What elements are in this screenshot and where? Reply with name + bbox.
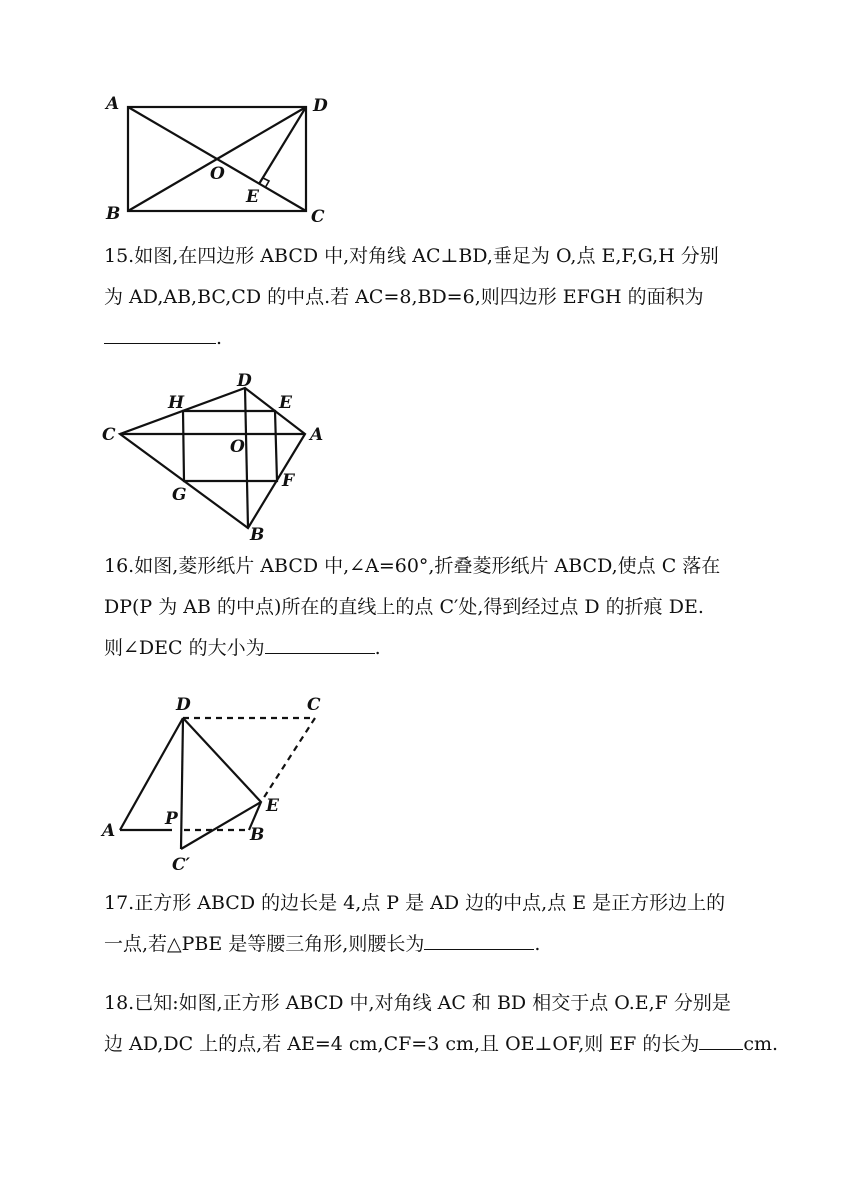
label-c: C — [311, 207, 325, 227]
label-c-prime: C′ — [172, 855, 191, 875]
label-d: D — [237, 371, 252, 391]
label-b: B — [250, 825, 265, 845]
perpendicular-de — [259, 107, 306, 184]
line-dp — [181, 718, 183, 849]
question-16-line-1: 16.如图,菱形纸片 ABCD 中,∠A=60°,折叠菱形纸片 ABCD,使点 C 落在 — [104, 555, 721, 577]
question-16 — [104, 546, 756, 669]
figure-rhombus-fold — [100, 690, 340, 875]
label-a: A — [106, 94, 120, 114]
question-17-line-1: 17.正方形 ABCD 的边长是 4,点 P 是 AD 边的中点,点 E 是正方形边上的 — [104, 892, 726, 914]
question-15-line-3: . — [104, 318, 756, 359]
label-c: C — [307, 695, 321, 715]
label-d: D — [176, 695, 191, 715]
label-c: C — [102, 425, 116, 445]
label-a: A — [310, 425, 324, 445]
question-18-line-1: 18.已知:如图,正方形 ABCD 中,对角线 AC 和 BD 相交于点 O.E,F 分别是 — [104, 992, 731, 1014]
label-a: A — [102, 821, 116, 841]
label-g: G — [172, 485, 187, 505]
question-15-line-2: 为 AD,AB,BC,CD 的中点.若 AC=8,BD=6,则四边形 EFGH 的面积为 — [104, 286, 704, 308]
crease-de — [183, 718, 261, 802]
answer-blank[interactable] — [699, 1027, 743, 1050]
question-17-line-2: 一点,若△PBE 是等腰三角形,则腰长为 . — [104, 924, 756, 965]
dashed-ce — [261, 718, 315, 802]
question-18-line-2: 边 AD,DC 上的点,若 AE=4 cm,CF=3 cm,且 OE⊥OF,则 EF 的长为 cm. — [104, 1024, 756, 1065]
segment-c1e — [181, 802, 261, 849]
question-18 — [104, 983, 779, 1065]
label-h: H — [168, 393, 185, 413]
label-e: E — [246, 187, 259, 207]
question-16-line-2: DP(P 为 AB 的中点)所在的直线上的点 C′处,得到经过点 D 的折痕 DE. — [104, 596, 704, 618]
figure-quadrilateral-efgh — [100, 372, 340, 547]
question-17 — [104, 883, 756, 965]
answer-blank[interactable] — [104, 321, 216, 344]
label-f: F — [282, 471, 295, 491]
figure-rectangle-abcd — [100, 85, 350, 230]
label-p: P — [165, 809, 178, 829]
question-15 — [104, 236, 756, 359]
answer-blank[interactable] — [265, 631, 375, 654]
answer-blank[interactable] — [424, 927, 534, 950]
label-e: E — [266, 796, 279, 816]
label-b: B — [106, 204, 121, 224]
question-15-line-1: 15.如图,在四边形 ABCD 中,对角线 AC⊥BD,垂足为 O,点 E,F,G,H 分别 — [104, 245, 719, 267]
question-16-line-3: 则∠DEC 的大小为 . — [104, 628, 756, 669]
label-e: E — [279, 393, 292, 413]
label-d: D — [313, 96, 328, 116]
label-b: B — [250, 525, 265, 545]
label-o: O — [210, 164, 225, 184]
diagonal-bd — [245, 388, 248, 528]
label-o: O — [230, 437, 245, 457]
